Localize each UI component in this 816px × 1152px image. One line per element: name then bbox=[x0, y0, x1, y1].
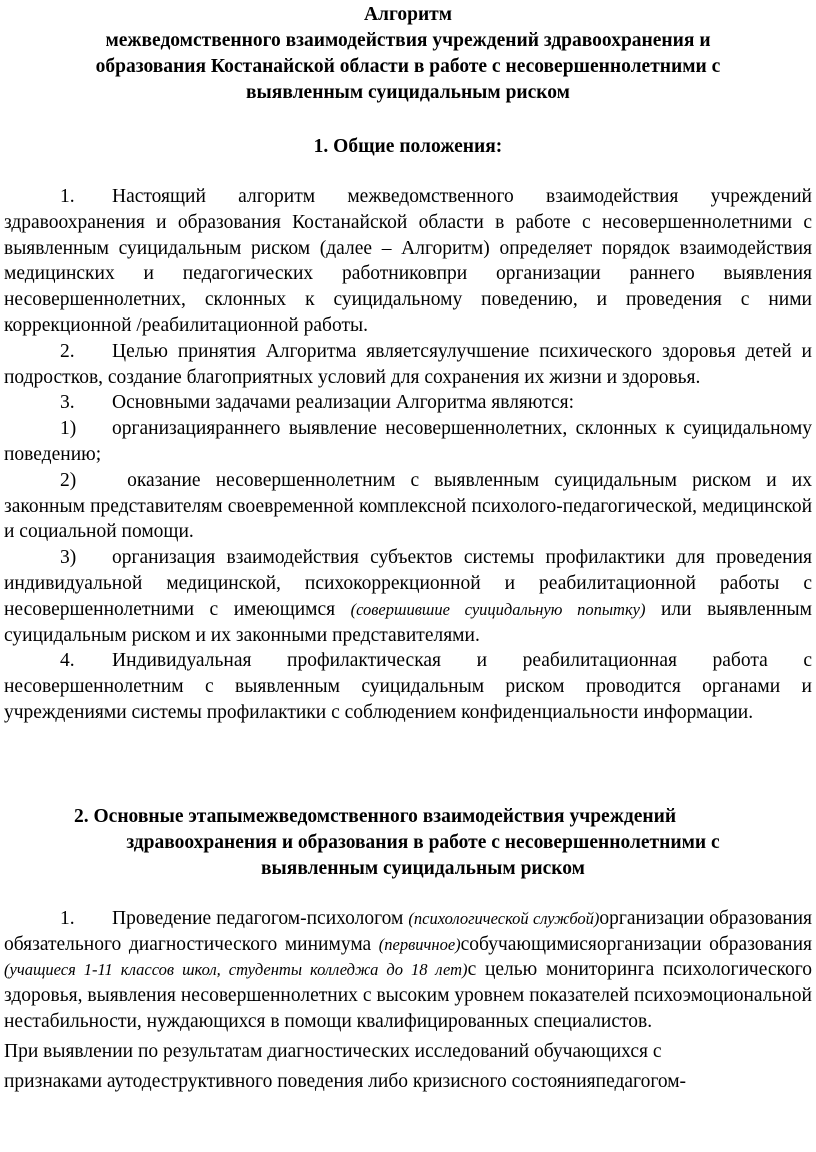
paragraph-1-4 bbox=[4, 648, 812, 725]
italic-note: (совершившие суицидальную попытку) bbox=[350, 599, 646, 619]
item-number: 3. bbox=[60, 392, 75, 414]
paragraph-text: оказание несовершеннолетним с выявленным суицидальным риском и их законным представителям своевременной комплексной психолого-педагогической, медицинской и социальной помощи. bbox=[4, 469, 812, 543]
item-number: 1. bbox=[60, 907, 75, 929]
item-number: 2. bbox=[60, 340, 75, 362]
paragraph-2-2-line: признаками аутодеструктивного поведения либо кризисного состоянияпедагогом- bbox=[4, 1070, 687, 1092]
task-item-1 bbox=[4, 416, 812, 468]
item-number: 2) bbox=[60, 469, 77, 491]
heading-line: здравоохранения и образования в работе с несовершеннолетними с bbox=[126, 831, 720, 853]
paragraph-text: организация взаимодействия субъектов системы профилактики для проведения индивидуальной медицинской, психокоррекционной и реабилитационной работы с несовершеннолетними с имеющимся bbox=[4, 547, 812, 620]
italic-note: (первичное) bbox=[378, 934, 461, 954]
paragraph-2-1 bbox=[4, 906, 812, 1035]
paragraph-1-3 bbox=[4, 390, 812, 416]
section-2-heading bbox=[4, 804, 812, 882]
paragraph-text: организацияраннего выявление несовершеннолетних, склонных к суицидальному поведению; bbox=[4, 418, 812, 465]
paragraph-text: собучающимисяорганизации образования bbox=[460, 933, 812, 955]
paragraph-text: Проведение педагогом-психологом bbox=[112, 907, 409, 929]
task-item-3 bbox=[4, 545, 812, 648]
item-number: 4. bbox=[60, 650, 75, 672]
italic-note: (психологической службой) bbox=[408, 908, 600, 928]
title-line: выявленным суицидальным риском bbox=[246, 82, 570, 103]
paragraph-text: организации образования обязательного диагностического минимума bbox=[4, 907, 812, 955]
paragraph-text: Настоящий алгоритм межведомственного взаимодействия учреждений здравоохранения и образования Костанайской области в работе с несовершеннолетними с выявленным суицидальным риском (далее – Алгоритм) определяет порядок взаимодействия медицинских и педагогических работниковпри организации раннего выявления несовершеннолетних, склонных к суицидальному поведению, и проведения с ними коррекционной /реабилитационной работы. bbox=[4, 186, 812, 336]
paragraph-text: с целью мониторинга психологического здоровья, выявления несовершеннолетних с высоким уровнем показателей психоэмоциональной нестабильности, нуждающихся в помощи квалифицированных специалистов. bbox=[4, 959, 813, 1032]
title-line: межведомственного взаимодействия учреждений здравоохранения и bbox=[105, 30, 711, 51]
heading-line: выявленным суицидальным риском bbox=[261, 857, 585, 879]
section-1-heading: 1. Общие положения: bbox=[313, 136, 503, 157]
paragraph-text: Целью принятия Алгоритма являетсяулучшение психического здоровья детей и подростков, создание благоприятных условий для сохранения их жизни и здоровья. bbox=[4, 340, 812, 388]
task-item-2 bbox=[4, 468, 812, 545]
heading-line: 2. Основные этапымежведомственного взаимодействия учреждений bbox=[74, 805, 677, 827]
paragraph-1-2 bbox=[4, 339, 812, 391]
document-title bbox=[44, 2, 772, 106]
item-number: 1. bbox=[60, 186, 75, 207]
paragraph-text: или выявленным суицидальным риском и их законными представителями. bbox=[4, 598, 812, 646]
paragraph-2-2-line: При выявлении по результатам диагностических исследований обучающихся с bbox=[4, 1040, 662, 1062]
paragraph-1-1 bbox=[4, 184, 812, 339]
paragraph-text: Основными задачами реализации Алгоритма являются: bbox=[112, 392, 575, 414]
italic-note: (учащиеся 1-11 классов школ, студенты колледжа до 18 лет) bbox=[4, 960, 468, 980]
title-line: образования Костанайской области в работе с несовершеннолетними с bbox=[95, 56, 721, 77]
title-line: Алгоритм bbox=[363, 4, 453, 25]
item-number: 3) bbox=[60, 547, 77, 569]
paragraph-text: Индивидуальная профилактическая и реабилитационная работа с несовершеннолетним с выявленным суицидальным риском проводится органами и учреждениями системы профилактики с соблюдением конфиденциальности информации. bbox=[4, 650, 812, 723]
item-number: 1) bbox=[60, 418, 77, 440]
